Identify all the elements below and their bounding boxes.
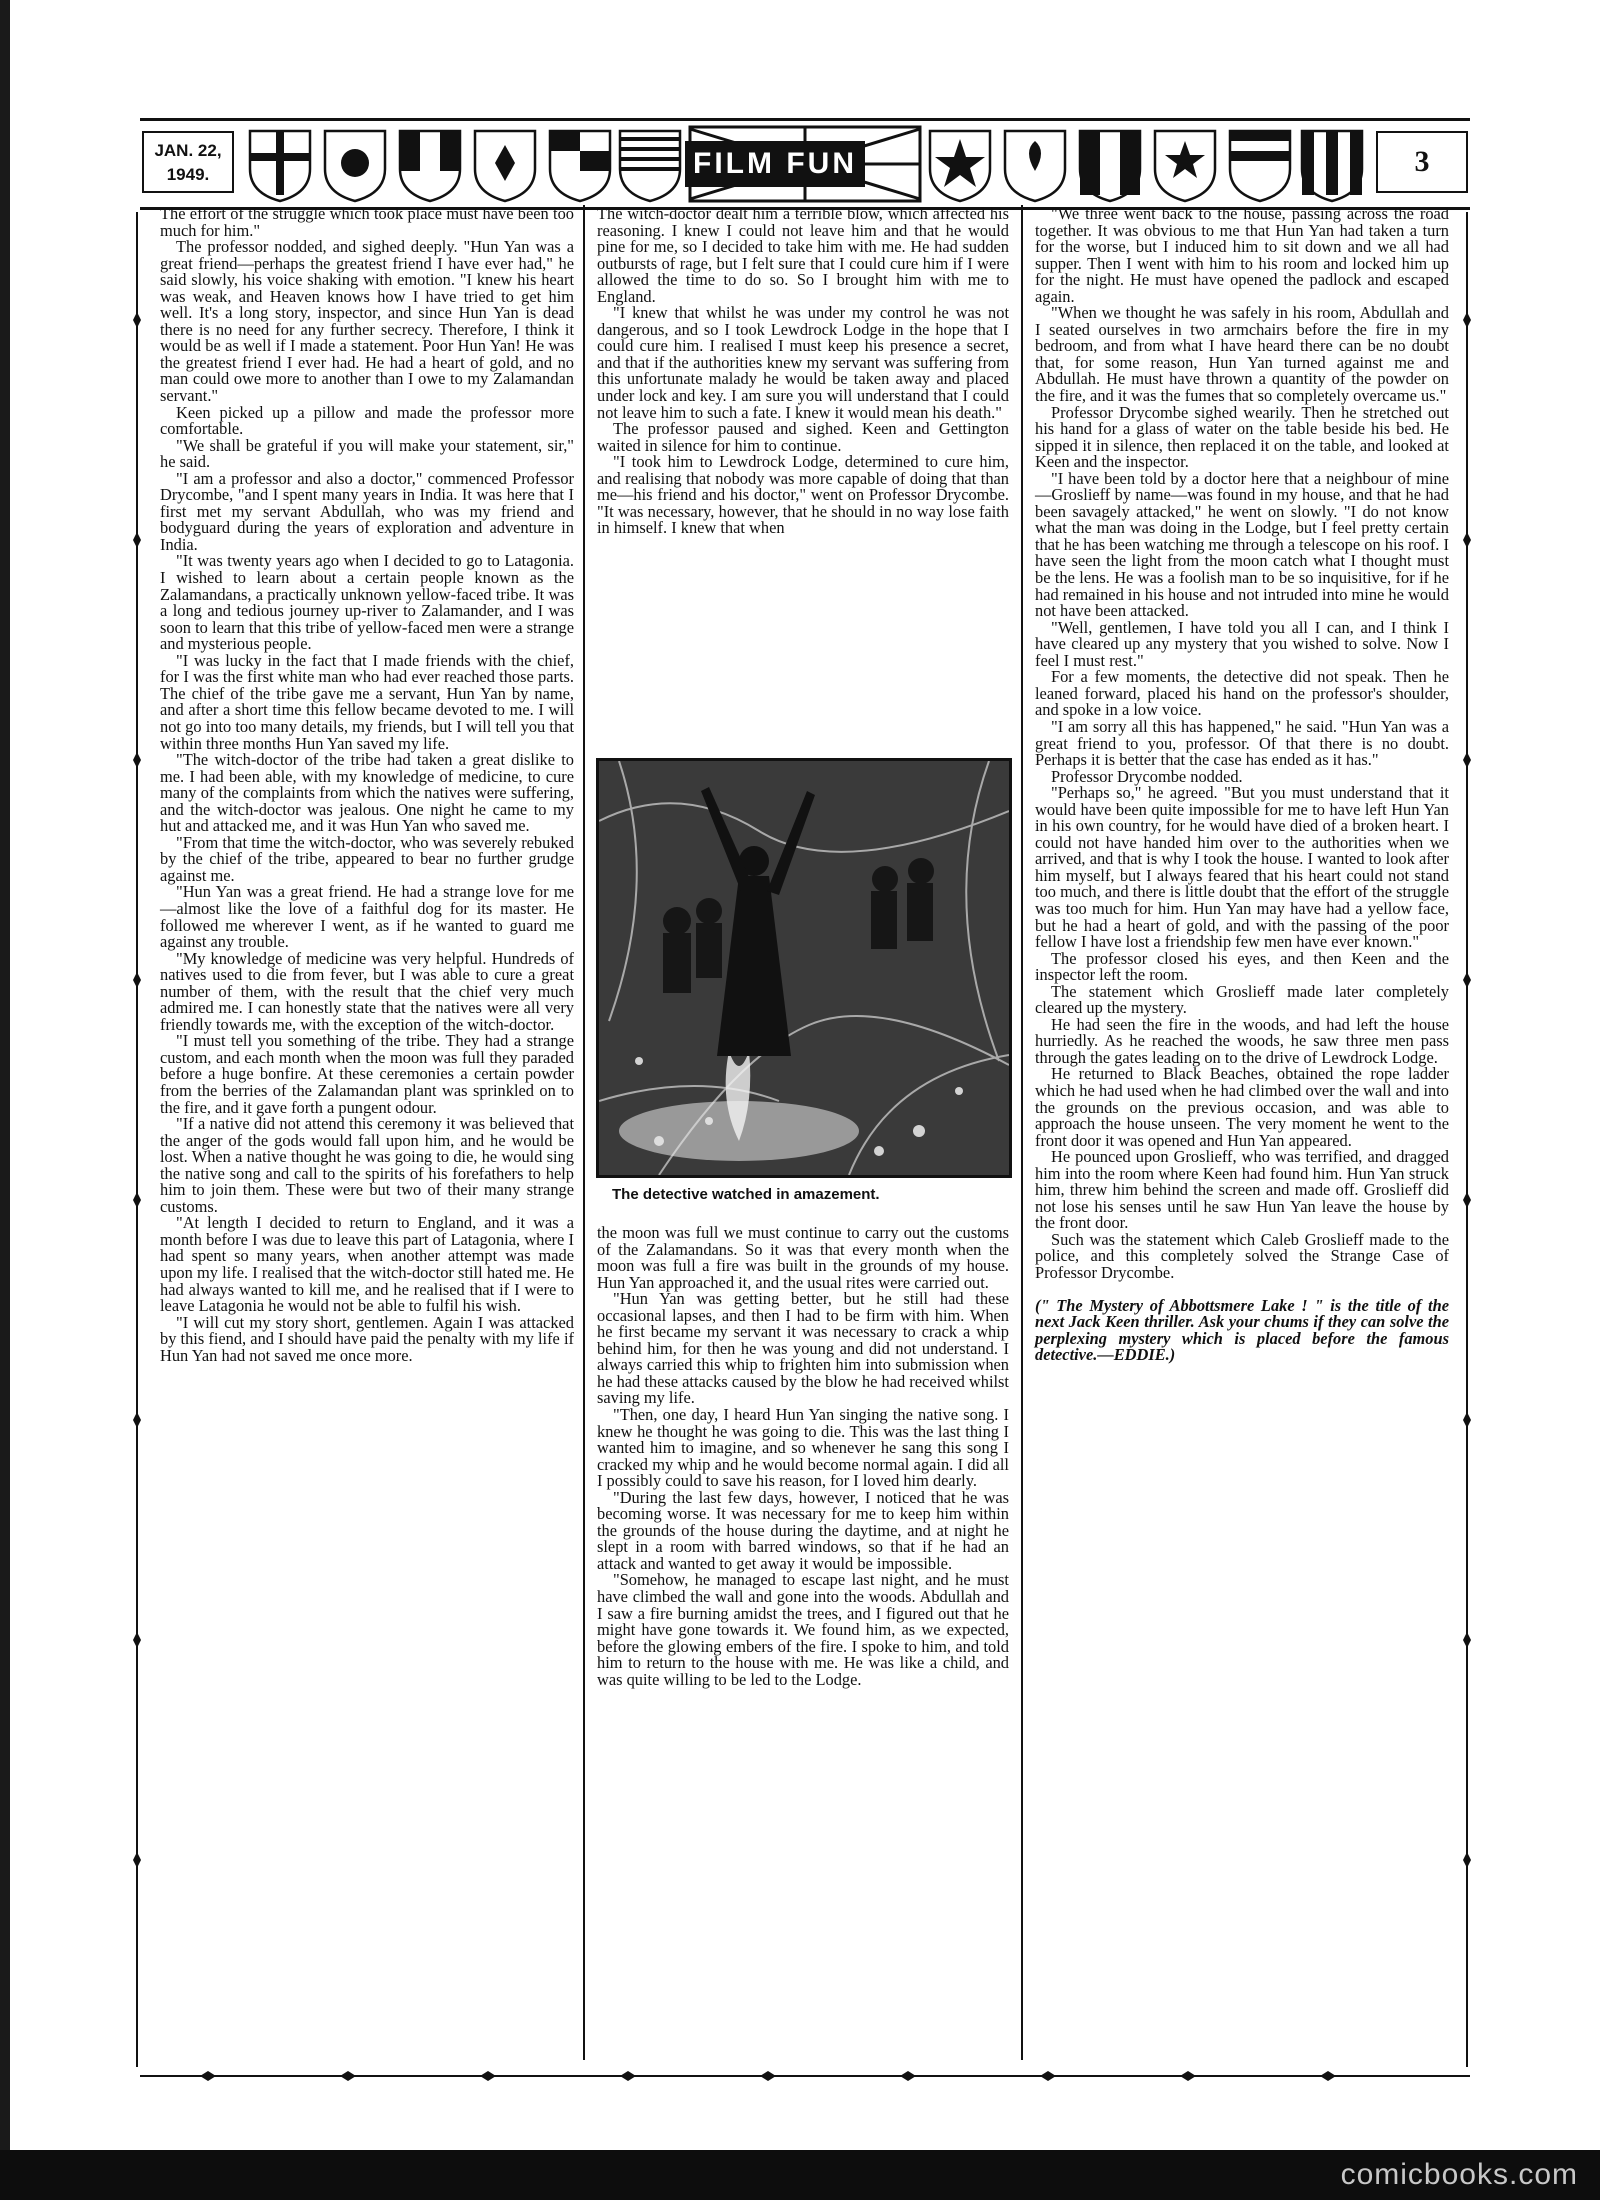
- paragraph: "Then, one day, I heard Hun Yan singing the native song. I knew he thought he was going to die. This was the last thing I wanted him to imagine, and so whenever he sang this song I cracked my whip and he would become normal again. I did all I possibly could to save his reason, for I loved him dearly.: [597, 1405, 1009, 1491]
- paragraph: the moon was full we must continue to carry out the customs of the Zalamandans. So it was that every month when the moon was full a fire was built in the grounds of my house. Hun Yan approached it, and the usual rites were carried out.: [597, 1223, 1009, 1292]
- paragraph: "We three went back to the house, passing across the road together. It was obvious to me that Hun Yan had taken a turn for the worse, but I induced him to sit down and we all had supper. Then I went with him to his room and locked him up for the night. He must have opened the padlock and escaped again.: [1035, 204, 1449, 306]
- paragraph: Professor Drycombe nodded.: [1051, 766, 1243, 786]
- paragraph: "I knew that whilst he was under my control he was not dangerous, and so I took Lewdrock Lodge in the hope that I could cure him. I realised I must keep his presence a secret, and that if the authorities knew my servant was suffering from this unfortunate malady he would be taken away and placed under lock and key. I am sure you will understand that I could not leave him to such a fate. I knew it would mean his death.": [597, 303, 1009, 422]
- column-rule-1: [583, 205, 585, 2060]
- bottom-border-ornament: [140, 2070, 1470, 2082]
- paragraph: "The witch-doctor of the tribe had taken a great dislike to me. I had been able, with my knowledge of medicine, to cure many of the complaints from which the natives were suffering, and the witch-doctor was jealous. One night he came to my hut and attacked me, and it was Hun Yan who saved me.: [160, 750, 574, 836]
- editor-note: (" The Mystery of Abbottsmere Lake ! " is the title of the next Jack Keen thriller. Ask your chums if they can solve the perplexing mystery which is placed before the famous detective.—EDDIE.): [1035, 1295, 1449, 1365]
- watermark: comicbooks.com: [1340, 2158, 1578, 2191]
- paragraph: "At length I decided to return to England, and it was a month before I was due to leave this part of Latagonia, where I had spent so many years, when another attempt was made upon my life. I realised that the witch-doctor still hated me. He had always wanted to kill me, and he realised that if I were to leave Latagonia he would not be able to fulfil his wish.: [160, 1213, 574, 1316]
- story-column-2-top: [597, 206, 1009, 537]
- paragraph: The statement which Groslieff made later completely cleared up the mystery.: [1035, 981, 1449, 1018]
- paragraph: "I am a professor and also a doctor," commenced Professor Drycombe, "and I spent many years in India. It was here that I first met my servant Abdullah, who was my friend and bodyguard during the years of exploration and adventure in India.: [160, 468, 574, 554]
- paragraph: The professor nodded, and sighed deeply. "Hun Yan was a great friend—perhaps the greatest friend I have ever had," he said slowly, his voice shaking with emotion. "I knew his heart was weak, and Heaven knows how I have tried to get him well. It's a long story, inspector, and since Hun Yan is dead there is no need for any further secrecy. Therefore, I think it would be as well if I made a statement. Poor Hun Yan! He was the greatest friend I ever had. He had a heart of gold, and no man could owe more to another than I owe to my Zalamandan servant.": [160, 237, 574, 406]
- paragraph: "If a native did not attend this ceremony it was believed that the anger of the gods would fall upon him, and he would be lost. When a native thought he was going to die, he would sing the native song and call to the spirits of his forefathers to help him to join them. These were but two of their many strange customs.: [160, 1114, 574, 1216]
- paragraph: "It was twenty years ago when I decided to go to Latagonia. I wished to learn about a certain people known as the Zalamandans, a practically unknown yellow-faced tribe. It was a long and tedious journey up-river to Zalamander, and I was soon to learn that this tribe of yellow-faced men were a strange and mysterious people.: [160, 551, 574, 654]
- paragraph: "During the last few days, however, I noticed that he was becoming worse. It was necessary for me to keep him within the grounds of the house during the daytime, and at night he slept in a room with barred windows, so that if he had an attack and wanted to get away it would be impossible.: [597, 1487, 1009, 1573]
- issue-year: 1949.: [166, 165, 210, 184]
- paragraph: The witch-doctor dealt him a terrible blow, which affected his reasoning. I knew I could not leave him and that he would pine for me, so I decided to take him with me. He had sudden outbursts of rage, but I felt sure that I could cure him if I were allowed the time to do so. So I brought him with me to England.: [597, 204, 1009, 306]
- paragraph: "I am sorry all this has happened," he said. "Hun Yan was a great friend to you, professor. Of that there is no doubt. Perhaps it is better that the case has ended as it has.": [1035, 716, 1449, 770]
- story-column-3: [1035, 206, 1449, 1364]
- right-border-ornament: [1462, 212, 1472, 2067]
- paragraph: "Hun Yan was getting better, but he still had these occasional lapses, and then I had to be firm with him. When he first became my servant it was necessary to crack a whip behind him, for then he was young and did not understand. I always carried this whip to frighten him into submission when he had these attacks caused by the blow he had received whilst saving my life.: [597, 1289, 1009, 1408]
- paragraph: "We shall be grateful if you will make your statement, sir," he said.: [160, 435, 574, 472]
- column-rule-2: [1021, 205, 1023, 2060]
- paragraph: "I took him to Lewdrock Lodge, determined to cure him, and realising that nobody was more capable of doing that than me—his friend and his doctor," went on Professor Drycombe. "It was necessary, however, that he should in no way lose faith in himself. I knew that when: [597, 452, 1009, 538]
- issue-date-box: [142, 131, 234, 193]
- paragraph: "Well, gentlemen, I have told you all I can, and I think I have cleared up any mystery that you wished to solve. Now I feel I must rest.": [1035, 617, 1449, 670]
- paragraph: "Hun Yan was a great friend. He had a strange love for me—almost like the love of a faithful dog for its master. He followed me wherever I went, as if he wanted to guard me against any trouble.: [160, 882, 574, 952]
- paragraph: "Somehow, he managed to escape last night, and he must have climbed the wall and gone into the woods. Abdullah and I saw a fire burning amidst the trees, and I figured out that he might have gone towards it. We found him, as we expected, before the glowing embers of the fire. I spoke to him, and told him to return to the house with me. He was like a child, and was quite willing to be led to the Lodge.: [597, 1570, 1009, 1689]
- paragraph: The effort of the struggle which took place must have been too much for him.": [160, 204, 574, 240]
- story-illustration: [596, 758, 1012, 1178]
- paragraph: Keen picked up a pillow and made the professor more comfortable.: [160, 402, 574, 439]
- story-column-2-bottom: [597, 1225, 1009, 1688]
- paragraph: "I was lucky in the fact that I made friends with the chief, for I was the first white man who had ever reached those parts. The chief of the tribe gave me a servant, Hun Yan by name, and after a short time this fellow became devoted to me. I will not go into too many details, my friends, but I will tell you that within three months Hun Yan saved my life.: [160, 650, 574, 753]
- story-column-1: [160, 206, 574, 1364]
- paragraph: He pounced upon Groslieff, who was terrified, and dragged him into the room where Keen had found him. Hun Yan struck him, threw him behind the screen and made off. Groslieff did not lose his senses until he saw Hun Yan leave the house by the front door.: [1035, 1147, 1449, 1233]
- paragraph: "I must tell you something of the tribe. They had a strange custom, and each month when the moon was full they paraded before a huge bonfire. At these ceremonies a certain powder from the berries of the Zalamandan plant was sprinkled on to the fire, and it gave forth a pungent odour.: [160, 1031, 574, 1117]
- paragraph: Such was the statement which Caleb Groslieff made to the police, and this completely solved the Strange Case of Professor Drycombe.: [1035, 1229, 1449, 1282]
- paragraph: He returned to Black Beaches, obtained the rope ladder which he had used when he had climbed over the wall and into the grounds on the previous occasion, and was able to approach the house unseen. The very moment he went to the front door it was opened and Hun Yan appeared.: [1035, 1064, 1449, 1150]
- paragraph: "My knowledge of medicine was very helpful. Hundreds of natives used to die from fever, but I was able to cure a great number of them, with the result that the chief very much admired me. I can honestly state that the natives were all very friendly towards me, with the exception of the witch-doctor.: [160, 948, 574, 1034]
- film-fun-logo: FILM FUN: [685, 141, 865, 187]
- forest-scene-drawing: [599, 761, 1009, 1175]
- paragraph: "When we thought he was safely in his room, Abdullah and I seated ourselves in two armchairs before the fire in my bedroom, and from what I have heard there can be no doubt that, for some reason, Hun Yan turned against me and Abdullah. He must have thrown a quantity of the powder on the fire, and it was the fumes that so completely overcame us.": [1035, 303, 1449, 406]
- paragraph: Professor Drycombe sighed wearily. Then he stretched out his hand for a glass of water on the table beside his bed. He sipped it in silence, then replaced it on the table, and looked at Keen and the inspector.: [1035, 402, 1449, 472]
- header-banner: [140, 118, 1470, 210]
- paragraph: "From that time the witch-doctor, who was severely rebuked by the chief of the tribe, appeared to bear no further grudge against me.: [160, 832, 574, 885]
- paragraph: "I will cut my story short, gentlemen. Again I was attacked by this fiend, and I should have paid the penalty with my life if Hun Yan had not saved me once more.: [160, 1312, 574, 1365]
- left-border-ornament: [132, 212, 142, 2067]
- page-number: 3: [1376, 131, 1468, 193]
- illustration-caption: The detective watched in amazement.: [612, 1186, 880, 1203]
- paragraph: For a few moments, the detective did not speak. Then he leaned forward, placed his hand on the professor's shoulder, and spoke in a low voice.: [1035, 667, 1449, 720]
- paragraph: The professor closed his eyes, and then Keen and the inspector left the room.: [1035, 948, 1449, 985]
- paragraph: The professor paused and sighed. Keen and Gettington waited in silence for him to continue.: [597, 419, 1009, 455]
- paragraph: "Perhaps so," he agreed. "But you must understand that it would have been quite impossible for me to have left Hun Yan in his own country, for he would have died of a broken heart. I could not have handed him over to the authorities when we arrived, and that is why I took the house. I wanted to look after him myself, but I always feared that his heart could not stand too much, and there is little doubt that the effort of the struggle was too much for him. Hun Yan may have had a yellow face, but he had a heart of gold, and with the passing of the poor fellow I have lost a friendship few men have ever known.": [1035, 783, 1449, 952]
- scan-edge-left: [0, 0, 10, 2200]
- issue-date: JAN. 22,: [154, 141, 222, 160]
- paragraph: He had seen the fire in the woods, and had left the house hurriedly. As he reached the woods, he saw three men pass through the gates leading on to the drive of Lewdrock Lodge.: [1035, 1014, 1449, 1067]
- paragraph: "I have been told by a doctor here that a neighbour of mine—Groslieff by name—was found in my house, and that he had been savagely attacked," he went on slowly. "I do not know what the man was doing in the Lodge, but I feel pretty certain that he has been watching me through a telescope on his roof. I have seen the light from the moon catch what I thought must be the lens. He was a foolish man to be so inquisitive, for if he had remained in his house and not intruded into mine he would not have been attacked.: [1035, 468, 1449, 621]
